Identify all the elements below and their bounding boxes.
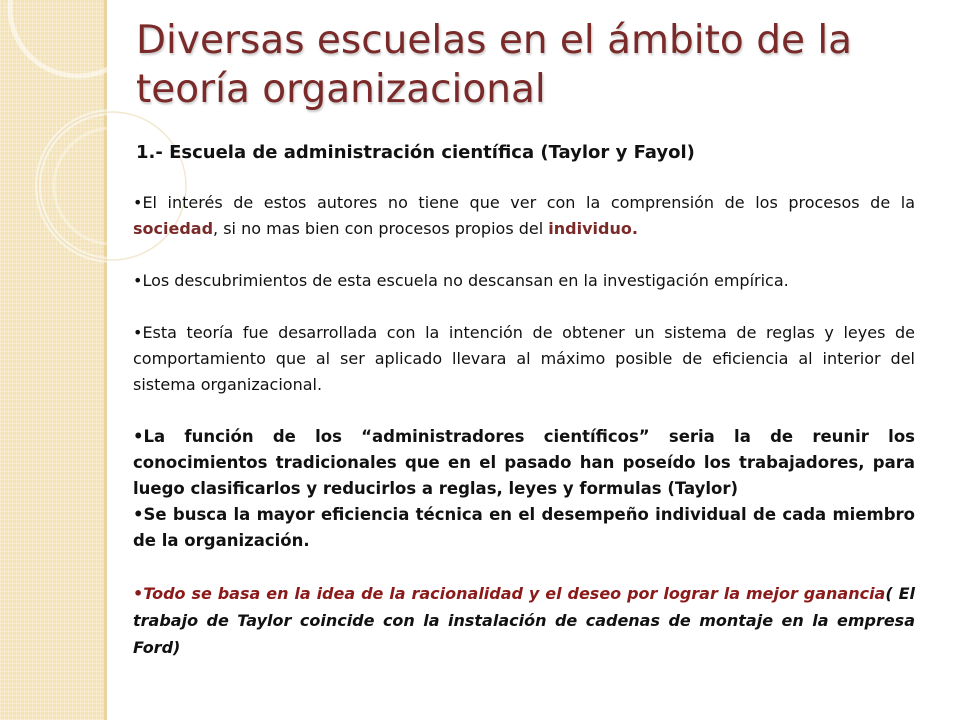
bullet-marker: • [133,427,144,446]
bullet-marker: • [133,271,143,290]
keyword-individuo: individuo. [548,219,638,238]
p4-text: La función de los “administradores científicos” seria la de reunir los conocimientos tradicionales que en el pasado han poseído los trabajadores, para luego clasificarlos y reducirlos a reglas, leyes y formulas (Taylor) [133,427,915,498]
title-line-1: Diversas escuelas en el ámbito de la [136,18,853,63]
p1-text-b: , si no mas bien con procesos propios del [213,219,549,238]
bullet-marker: • [133,323,143,342]
keyword-sociedad: sociedad [133,219,214,238]
p5-text: Se busca la mayor eficiencia técnica en el desempeño individual de cada miembro de la organización. [133,505,915,550]
p3-text: Esta teoría fue desarrollada con la intención de obtener un sistema de reglas y leyes de comportamiento que al ser aplicado llevara al máximo posible de eficiencia al interior del sistema organizacional. [133,323,915,394]
bullet-paragraph-5 [133,502,915,554]
p2-text: Los descubrimientos de esta escuela no descansan en la investigación empírica. [142,271,789,290]
bullet-paragraph-2 [133,268,915,294]
title-line-2: teoría organizacional [136,67,546,112]
bullet-marker: • [133,584,144,603]
slide-title [136,16,936,114]
bullet-paragraph-4 [133,424,915,502]
bullet-paragraph-1 [133,190,915,242]
p6-red-text: Todo se basa en la idea de la racionalidad y el deseo por lograr la mejor ganancia [143,584,886,603]
slide-body [133,190,915,661]
bullet-paragraph-6 [133,580,915,661]
p1-text-a: El interés de estos autores no tiene que ver con la comprensión de los procesos de la [142,193,915,212]
bullet-marker: • [133,505,144,524]
bullet-marker: • [133,193,143,212]
bullet-paragraph-3 [133,320,915,398]
p6-dark-text: ( El trabajo de Taylor coincide con la instalación de cadenas de montaje en la empresa Ford) [133,584,916,657]
section-heading: 1.- Escuela de administración científica (Taylor y Fayol) [136,142,695,163]
